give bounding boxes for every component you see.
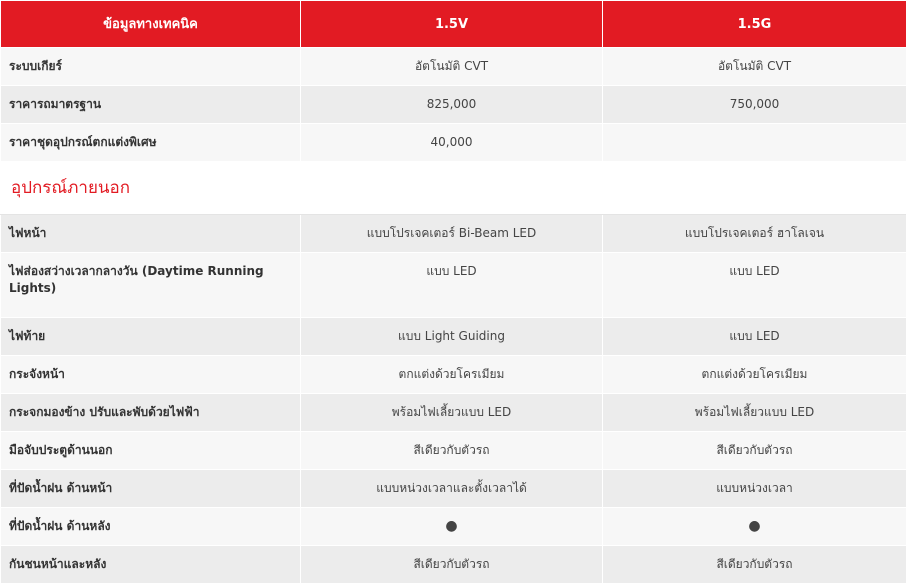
table-header-row: [1, 1, 906, 48]
row-value-1: แบบ LED: [301, 253, 603, 318]
table-row: [1, 253, 906, 318]
row-label: กระจกมองข้าง ปรับและพับด้วยไฟฟ้า: [1, 394, 301, 432]
row-value-1: แบบหน่วงเวลาและตั้งเวลาได้: [301, 470, 603, 508]
bullet-icon: ●: [603, 508, 906, 546]
table-row: [1, 394, 906, 432]
row-value-1: อัตโนมัติ CVT: [301, 48, 603, 86]
row-value-2: แบบ LED: [603, 253, 906, 318]
table-row: [1, 215, 906, 253]
table-row: [1, 470, 906, 508]
section-title: อุปกรณ์ภายนอก: [1, 162, 906, 215]
row-value-2: แบบโปรเจคเตอร์ ฮาโลเจน: [603, 215, 906, 253]
table-row: [1, 356, 906, 394]
row-value-2: [603, 124, 906, 162]
row-label: ราคาชุดอุปกรณ์ตกแต่งพิเศษ: [1, 124, 301, 162]
row-value-1: สีเดียวกับตัวรถ: [301, 432, 603, 470]
row-label: ระบบเกียร์: [1, 48, 301, 86]
row-value-2: พร้อมไฟเลี้ยวแบบ LED: [603, 394, 906, 432]
row-value-1: พร้อมไฟเลี้ยวแบบ LED: [301, 394, 603, 432]
row-label: ไฟส่องสว่างเวลากลางวัน (Daytime Running Lights): [1, 253, 301, 318]
table-row: [1, 508, 906, 546]
row-value-1: 40,000: [301, 124, 603, 162]
row-value-1: 825,000: [301, 86, 603, 124]
header-spec-label: ข้อมูลทางเทคนิค: [1, 1, 301, 48]
table-row: [1, 318, 906, 356]
row-value-2: สีเดียวกับตัวรถ: [603, 546, 906, 584]
row-value-2: ตกแต่งด้วยโครเมียม: [603, 356, 906, 394]
row-label: ไฟท้าย: [1, 318, 301, 356]
row-label: ที่ปัดน้ำฝน ด้านหน้า: [1, 470, 301, 508]
row-value-2: 750,000: [603, 86, 906, 124]
row-value-1: ตกแต่งด้วยโครเมียม: [301, 356, 603, 394]
row-value-2: อัตโนมัติ CVT: [603, 48, 906, 86]
bullet-icon: ●: [301, 508, 603, 546]
row-label: มือจับประตูด้านนอก: [1, 432, 301, 470]
header-model-1: 1.5V: [301, 1, 603, 48]
row-label: กระจังหน้า: [1, 356, 301, 394]
table-row: [1, 48, 906, 86]
row-label: ราคารถมาตรฐาน: [1, 86, 301, 124]
row-label: ที่ปัดน้ำฝน ด้านหลัง: [1, 508, 301, 546]
table-row: [1, 546, 906, 584]
section-row: [1, 162, 906, 215]
row-value-1: แบบ Light Guiding: [301, 318, 603, 356]
row-value-2: แบบหน่วงเวลา: [603, 470, 906, 508]
table-row: [1, 86, 906, 124]
row-value-2: สีเดียวกับตัวรถ: [603, 432, 906, 470]
row-value-2: แบบ LED: [603, 318, 906, 356]
table-row: [1, 432, 906, 470]
row-label: กันชนหน้าและหลัง: [1, 546, 301, 584]
header-model-2: 1.5G: [603, 1, 906, 48]
table-row: [1, 124, 906, 162]
row-value-1: แบบโปรเจคเตอร์ Bi-Beam LED: [301, 215, 603, 253]
row-value-1: สีเดียวกับตัวรถ: [301, 546, 603, 584]
row-label: ไฟหน้า: [1, 215, 301, 253]
